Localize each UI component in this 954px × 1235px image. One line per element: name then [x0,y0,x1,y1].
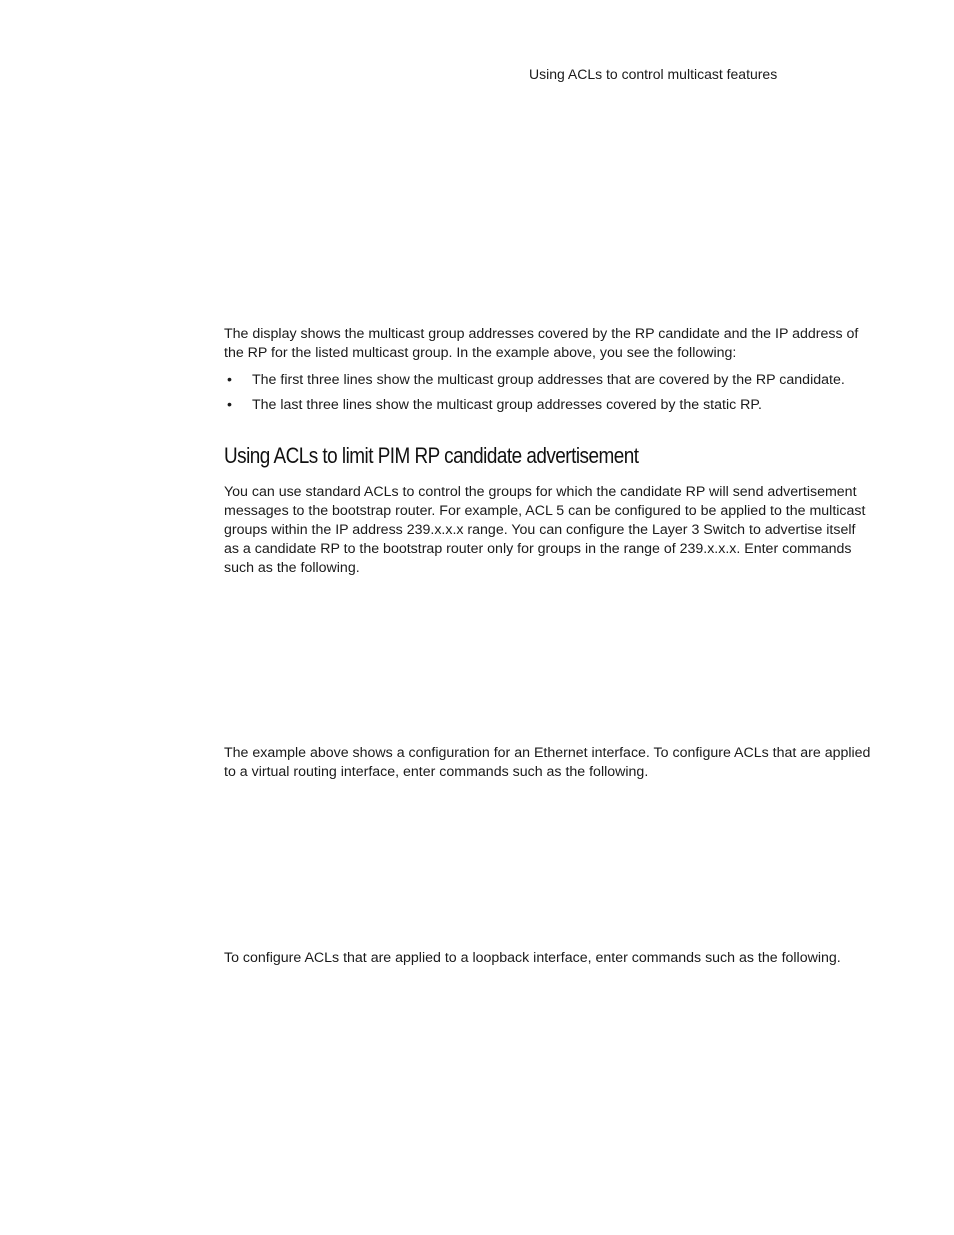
list-item [224,396,884,415]
bullet-text: The first three lines show the multicast group addresses that are covered by the RP candidate. [252,372,845,388]
bullet-text: The last three lines show the multicast group addresses covered by the static RP. [252,397,762,413]
intro-paragraph: The display shows the multicast group addresses covered by the RP candidate and the IP address of the RP for the listed multicast group. In the example above, you see the following: [224,326,859,361]
bullet-icon: • [227,397,232,413]
section-paragraph-3: To configure ACLs that are applied to a loopback interface, enter commands such as the following. [224,950,841,966]
running-header: Using ACLs to control multicast features [529,66,778,82]
list-item [224,371,884,390]
bullet-icon: • [227,372,232,388]
bullet-list [224,371,884,421]
section-paragraph-1: You can use standard ACLs to control the groups for which the candidate RP will send advertisement messages to the bootstrap router. For example, ACL 5 can be configured to be applied to the multicast groups within the IP address 239.x.x.x range. You can configure the Layer 3 Switch to advertise itself as a candidate RP to the bootstrap router only for groups in the range of 239.x.x.x. Enter commands such as the following. [224,484,866,576]
section-paragraph-2: The example above shows a configuration for an Ethernet interface. To configure ACLs that are applied to a virtual routing interface, enter commands such as the following. [224,745,871,780]
section-heading: Using ACLs to limit PIM RP candidate advertisement [224,443,639,468]
